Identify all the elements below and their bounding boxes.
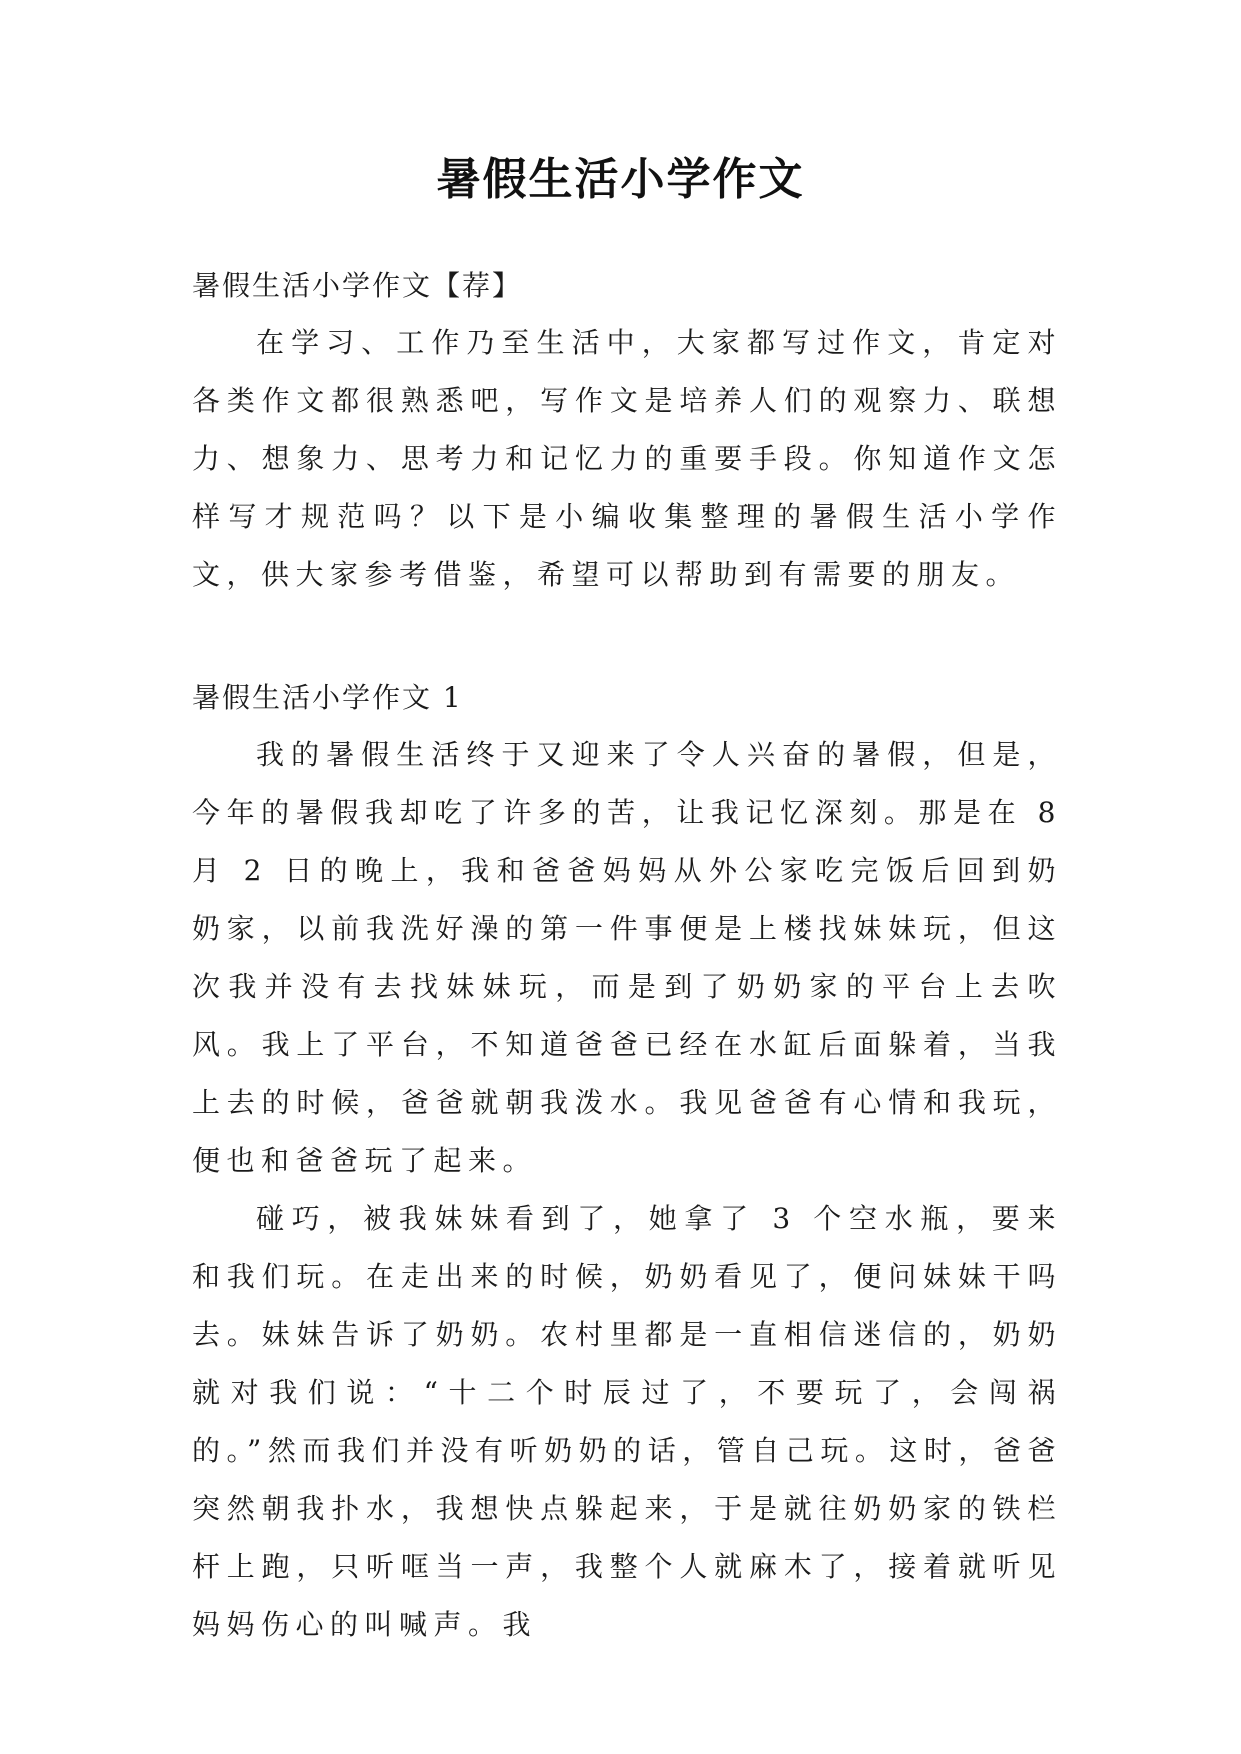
spacer <box>192 304 1062 314</box>
section1-heading: 暑假生活小学作文 1 <box>192 681 463 714</box>
section1-paragraph-1: 我的暑假生活终于又迎来了令人兴奋的暑假，但是，今年的暑假我却吃了许多的苦，让我记忆深刻。那是在 8 月 2 日的晚上，我和爸爸妈妈从外公家吃完饭后回到奶奶家，以前我洗好澡的第一件事便是上楼找妹妹玩，但这次我并没有去找妹妹玩，而是到了奶奶家的平台上去吹风。我上了平台，不知道爸爸已经在水缸后面躲着，当我上去的时候，爸爸就朝我泼水。我见爸爸有心情和我玩，便也和爸爸玩了起来。 <box>192 738 1062 1177</box>
document-title: 暑假生活小学作文 <box>436 154 805 205</box>
intro-heading: 暑假生活小学作文【荐】 <box>192 269 523 302</box>
section-spacer <box>192 604 1062 680</box>
intro-paragraph: 在学习、工作乃至生活中，大家都写过作文，肯定对各类作文都很熟悉吧，写作文是培养人们的观察力、联想力、想象力、思考力和记忆力的重要手段。你知道作文怎样写才规范吗？以下是小编收集整理的暑假生活小学作文，供大家参考借鉴，希望可以帮助到有需要的朋友。 <box>192 326 1062 591</box>
document-body <box>192 268 1062 1654</box>
section1-paragraph-2: 碰巧，被我妹妹看到了，她拿了 3 个空水瓶，要来和我们玩。在走出来的时候，奶奶看见了，便问妹妹干吗去。妹妹告诉了奶奶。农村里都是一直相信迷信的，奶奶就对我们说：“十二个时辰过了，不要玩了，会闯祸的。”然而我们并没有听奶奶的话，管自己玩。这时，爸爸突然朝我扑水，我想快点躲起来，于是就往奶奶家的铁栏杆上跑，只听哐当一声，我整个人就麻木了，接着就听见妈妈伤心的叫喊声。我 <box>192 1202 1062 1641</box>
spacer <box>192 716 1062 726</box>
